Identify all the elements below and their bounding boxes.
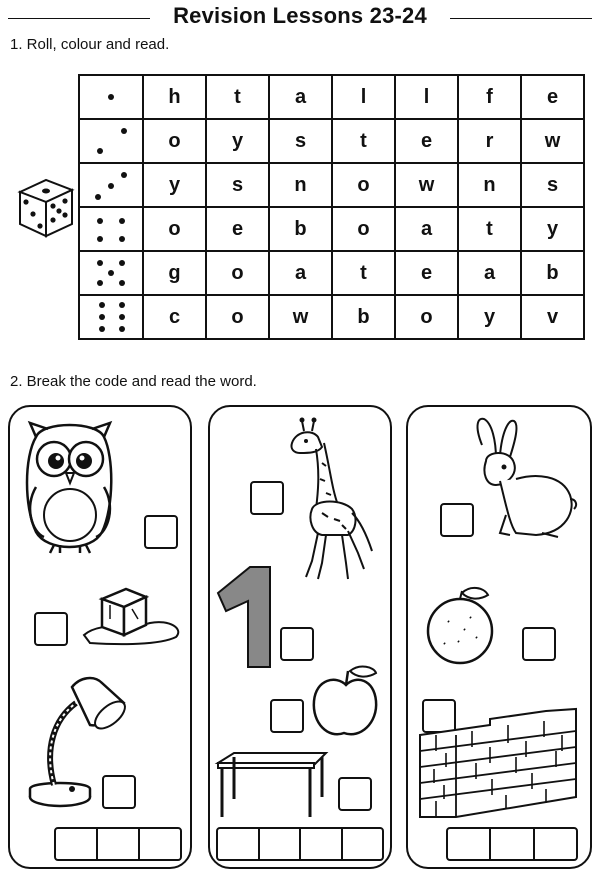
- grid-letter-cell[interactable]: e: [395, 119, 458, 163]
- grid-letter-cell[interactable]: t: [458, 207, 521, 251]
- orange-icon: [418, 585, 502, 667]
- grid-letter-cell[interactable]: s: [521, 163, 584, 207]
- brick-wall-icon: [416, 705, 580, 823]
- answer-boxes[interactable]: [54, 827, 182, 861]
- dice-face-5-icon: [79, 251, 143, 295]
- grid-row: [79, 251, 584, 295]
- grid-letter-cell[interactable]: h: [143, 75, 206, 119]
- answer-slot[interactable]: [98, 829, 140, 859]
- task2-instruction: 2. Break the code and read the word.: [10, 373, 257, 390]
- grid-row: [79, 119, 584, 163]
- grid-letter-cell[interactable]: a: [395, 207, 458, 251]
- grid-letter-cell[interactable]: r: [458, 119, 521, 163]
- code-panel-3: [406, 405, 592, 869]
- grid-letter-cell[interactable]: o: [206, 295, 269, 339]
- code-panel-2: [208, 405, 392, 869]
- code-box[interactable]: [280, 627, 314, 661]
- answer-slot[interactable]: [218, 829, 260, 859]
- answer-boxes[interactable]: [216, 827, 384, 861]
- grid-row: [79, 163, 584, 207]
- dice-face-1-icon: [79, 75, 143, 119]
- answer-slot[interactable]: [491, 829, 534, 859]
- grid-letter-cell[interactable]: b: [332, 295, 395, 339]
- grid-letter-cell[interactable]: y: [143, 163, 206, 207]
- letter-grid: [78, 74, 585, 340]
- grid-letter-cell[interactable]: y: [458, 295, 521, 339]
- grid-letter-cell[interactable]: a: [458, 251, 521, 295]
- grid-letter-cell[interactable]: l: [395, 75, 458, 119]
- answer-slot[interactable]: [260, 829, 302, 859]
- code-box[interactable]: [338, 777, 372, 811]
- grid-letter-cell[interactable]: s: [206, 163, 269, 207]
- answer-slot[interactable]: [343, 829, 383, 859]
- answer-slot[interactable]: [140, 829, 180, 859]
- giraffe-icon: [282, 413, 382, 588]
- grid-letter-cell[interactable]: t: [332, 119, 395, 163]
- grid-letter-cell[interactable]: o: [143, 207, 206, 251]
- grid-letter-cell[interactable]: w: [395, 163, 458, 207]
- code-box[interactable]: [270, 699, 304, 733]
- grid-letter-cell[interactable]: n: [269, 163, 332, 207]
- grid-letter-cell[interactable]: f: [458, 75, 521, 119]
- grid-letter-cell[interactable]: w: [521, 119, 584, 163]
- code-box[interactable]: [144, 515, 178, 549]
- dice-face-3-icon: [79, 163, 143, 207]
- owl-icon: [22, 417, 117, 557]
- grid-letter-cell[interactable]: g: [143, 251, 206, 295]
- rabbit-icon: [466, 415, 578, 543]
- table-icon: [214, 749, 329, 819]
- grid-letter-cell[interactable]: e: [395, 251, 458, 295]
- grid-row: [79, 75, 584, 119]
- title-row: [0, 2, 600, 32]
- answer-slot[interactable]: [301, 829, 343, 859]
- answer-slot[interactable]: [448, 829, 491, 859]
- title-rule-right: [450, 18, 592, 19]
- page-title: Revision Lessons 23-24: [173, 3, 427, 28]
- apple-icon: [310, 663, 382, 741]
- dice-face-4-icon: [79, 207, 143, 251]
- dice-icon: [16, 174, 76, 240]
- grid-letter-cell[interactable]: l: [332, 75, 395, 119]
- grid-letter-cell[interactable]: b: [269, 207, 332, 251]
- grid-letter-cell[interactable]: o: [332, 207, 395, 251]
- grid-row: [79, 295, 584, 339]
- grid-letter-cell[interactable]: o: [395, 295, 458, 339]
- grid-letter-cell[interactable]: y: [206, 119, 269, 163]
- grid-letter-cell[interactable]: o: [143, 119, 206, 163]
- answer-slot[interactable]: [56, 829, 98, 859]
- grid-letter-cell[interactable]: t: [206, 75, 269, 119]
- grid-letter-cell[interactable]: v: [521, 295, 584, 339]
- answer-boxes[interactable]: [446, 827, 578, 861]
- grid-letter-cell[interactable]: c: [143, 295, 206, 339]
- grid-letter-cell[interactable]: b: [521, 251, 584, 295]
- grid-letter-cell[interactable]: y: [521, 207, 584, 251]
- grid-letter-cell[interactable]: t: [332, 251, 395, 295]
- grid-letter-cell[interactable]: w: [269, 295, 332, 339]
- task1-instruction: 1. Roll, colour and read.: [10, 36, 170, 53]
- grid-letter-cell[interactable]: n: [458, 163, 521, 207]
- grid-letter-cell[interactable]: e: [206, 207, 269, 251]
- code-panel-1: [8, 405, 192, 869]
- grid-letter-cell[interactable]: o: [206, 251, 269, 295]
- code-box[interactable]: [34, 612, 68, 646]
- dice-face-2-icon: [79, 119, 143, 163]
- number-one-icon: [214, 563, 274, 673]
- grid-row: [79, 207, 584, 251]
- code-box[interactable]: [522, 627, 556, 661]
- code-box[interactable]: [250, 481, 284, 515]
- code-box[interactable]: [440, 503, 474, 537]
- dice-face-6-icon: [79, 295, 143, 339]
- code-box[interactable]: [102, 775, 136, 809]
- grid-letter-cell[interactable]: a: [269, 251, 332, 295]
- grid-letter-cell[interactable]: a: [269, 75, 332, 119]
- grid-letter-cell[interactable]: e: [521, 75, 584, 119]
- answer-slot[interactable]: [535, 829, 576, 859]
- grid-letter-cell[interactable]: o: [332, 163, 395, 207]
- grid-letter-cell[interactable]: s: [269, 119, 332, 163]
- ice-cube-icon: [80, 579, 185, 649]
